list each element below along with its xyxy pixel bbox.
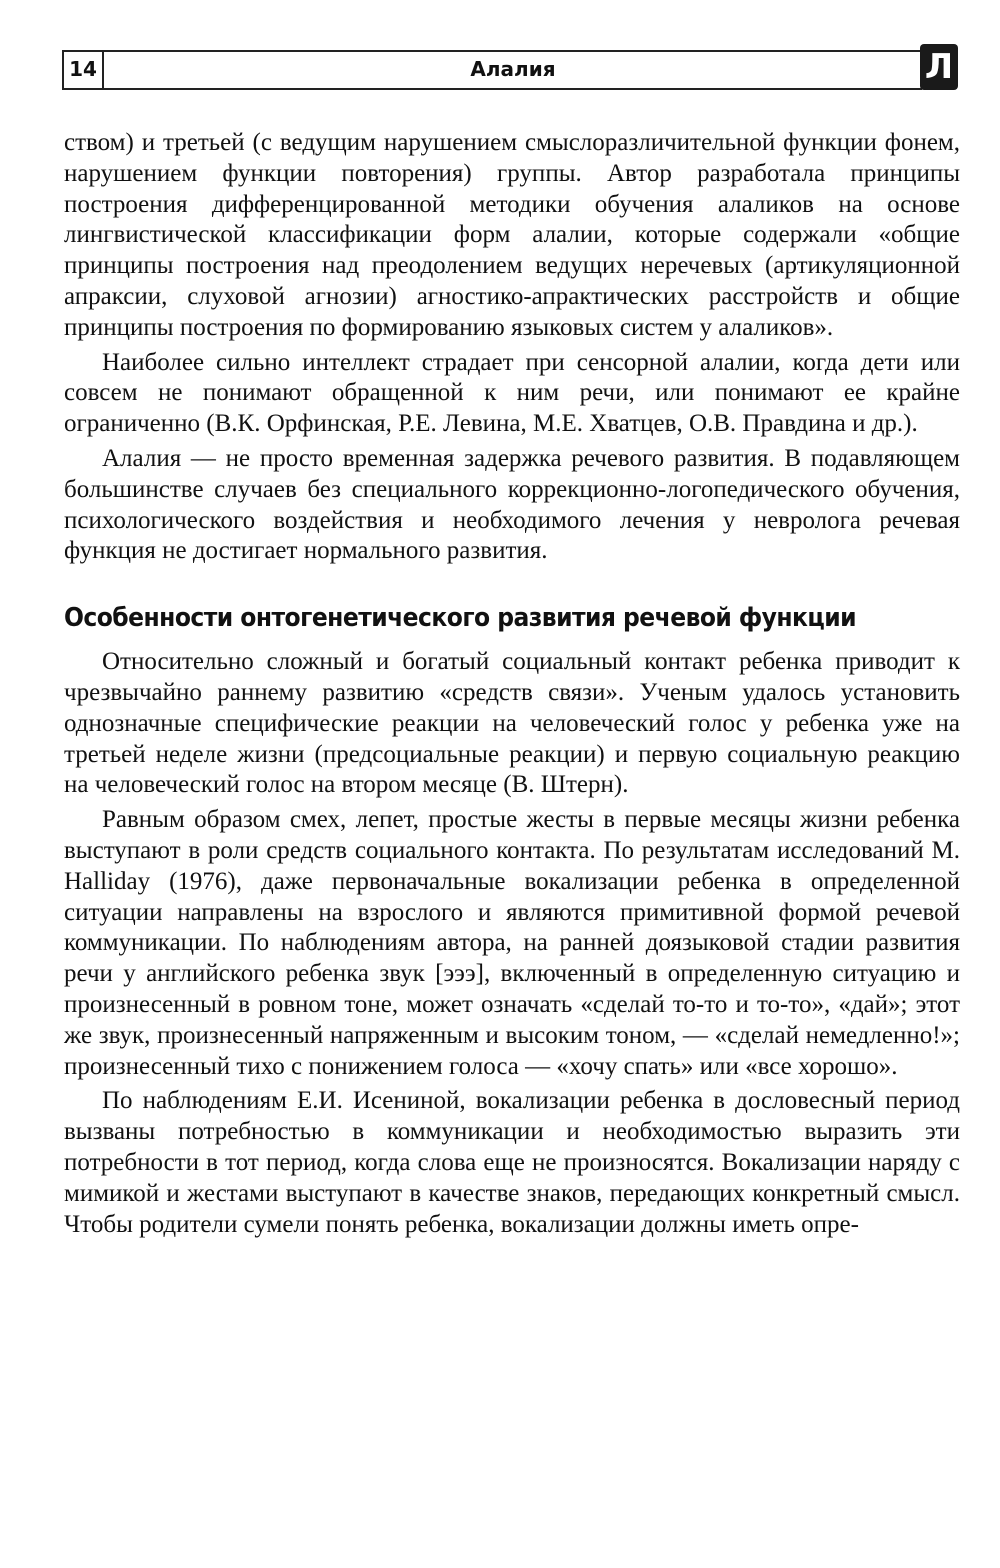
section-letter-badge: Л xyxy=(920,44,958,90)
paragraph: Равным образом смех, лепет, простые жесты в первые месяцы жизни ребенка выступают в роли средств социального контакта. По результатам исследований M. Halliday (1976), даже первоначальные вокализации ребенка в определенной ситуации направлены на взрослого и являются примитивной формой речевой коммуникации. По наблюдениям автора, на ранней доязыковой стадии развития речи у английского ребенка звук [эээ], включенный в определенную ситуацию и произнесенный в ровном тоне, может означать «сделай то-то и то-то», «дай»; этот же звук, произнесенный напряженным и высоким тоном, — «сделай немедленно!»; произнесенный тихо с понижением голоса — «хочу спать» или «все хорошо». xyxy=(64,806,960,1080)
paragraph: По наблюдениям Е.И. Исениной, вокализации ребенка в дословесный период вызваны потребностью в коммуникации и необходимостью выразить эти потребности в тот период, когда слова еще не произносятся. Вокализации наряду с мимикой и жестами выступают в качестве знаков, передающих конкретный смысл. Чтобы родители сумели понять ребенка, вокализации должны иметь опре- xyxy=(64,1087,960,1238)
running-title: Алалия xyxy=(470,57,556,81)
paragraph: Наиболее сильно интеллект страдает при сенсорной алалии, когда дети или совсем не понимают обращенной к ним речи, или понимают ее крайне ограниченно (В.К. Орфинская, Р.Е. Левина, М.Е. Хватцев, О.В. Правдина и др.). xyxy=(64,348,960,438)
header-rule-bottom xyxy=(62,88,922,90)
page-header xyxy=(62,44,958,94)
page-number: 14 xyxy=(62,50,104,88)
page-body xyxy=(64,128,960,1244)
paragraph-continued: ством) и третьей (с ведущим нарушением смыслоразличительной функции фонем, нарушением функции повторения) группы. Автор разработала принципы построения дифференцированной методики обучения алаликов на основе лингвистической классификации форм алалии, которые содержали «общие принципы построения над преодолением ведущих неречевых (артикуляционной апраксии, слуховой агнозии) агностико-апрактических расстройств и общие принципы построения по формированию языковых систем у алаликов». xyxy=(64,129,960,341)
paragraph: Алалия — не просто временная задержка речевого развития. В подавляющем большинстве случаев без специального коррекционно-логопедического обучения, психологического воздействия и необходимого лечения у невролога речевая функция не достигает нормального развития. xyxy=(64,444,960,565)
paragraph: Относительно сложный и богатый социальный контакт ребенка приводит к чрезвычайно раннему развитию «средств связи». Ученым удалось установить однозначные специфические реакции на человеческий голос у ребенка уже на третьей неделе жизни (предсоциальные реакции) и первую социальную реакцию на человеческий голос на втором месяце (В. Штерн). xyxy=(64,648,960,799)
section-heading: Особенности онтогенетического развития речевой функции xyxy=(64,603,857,634)
